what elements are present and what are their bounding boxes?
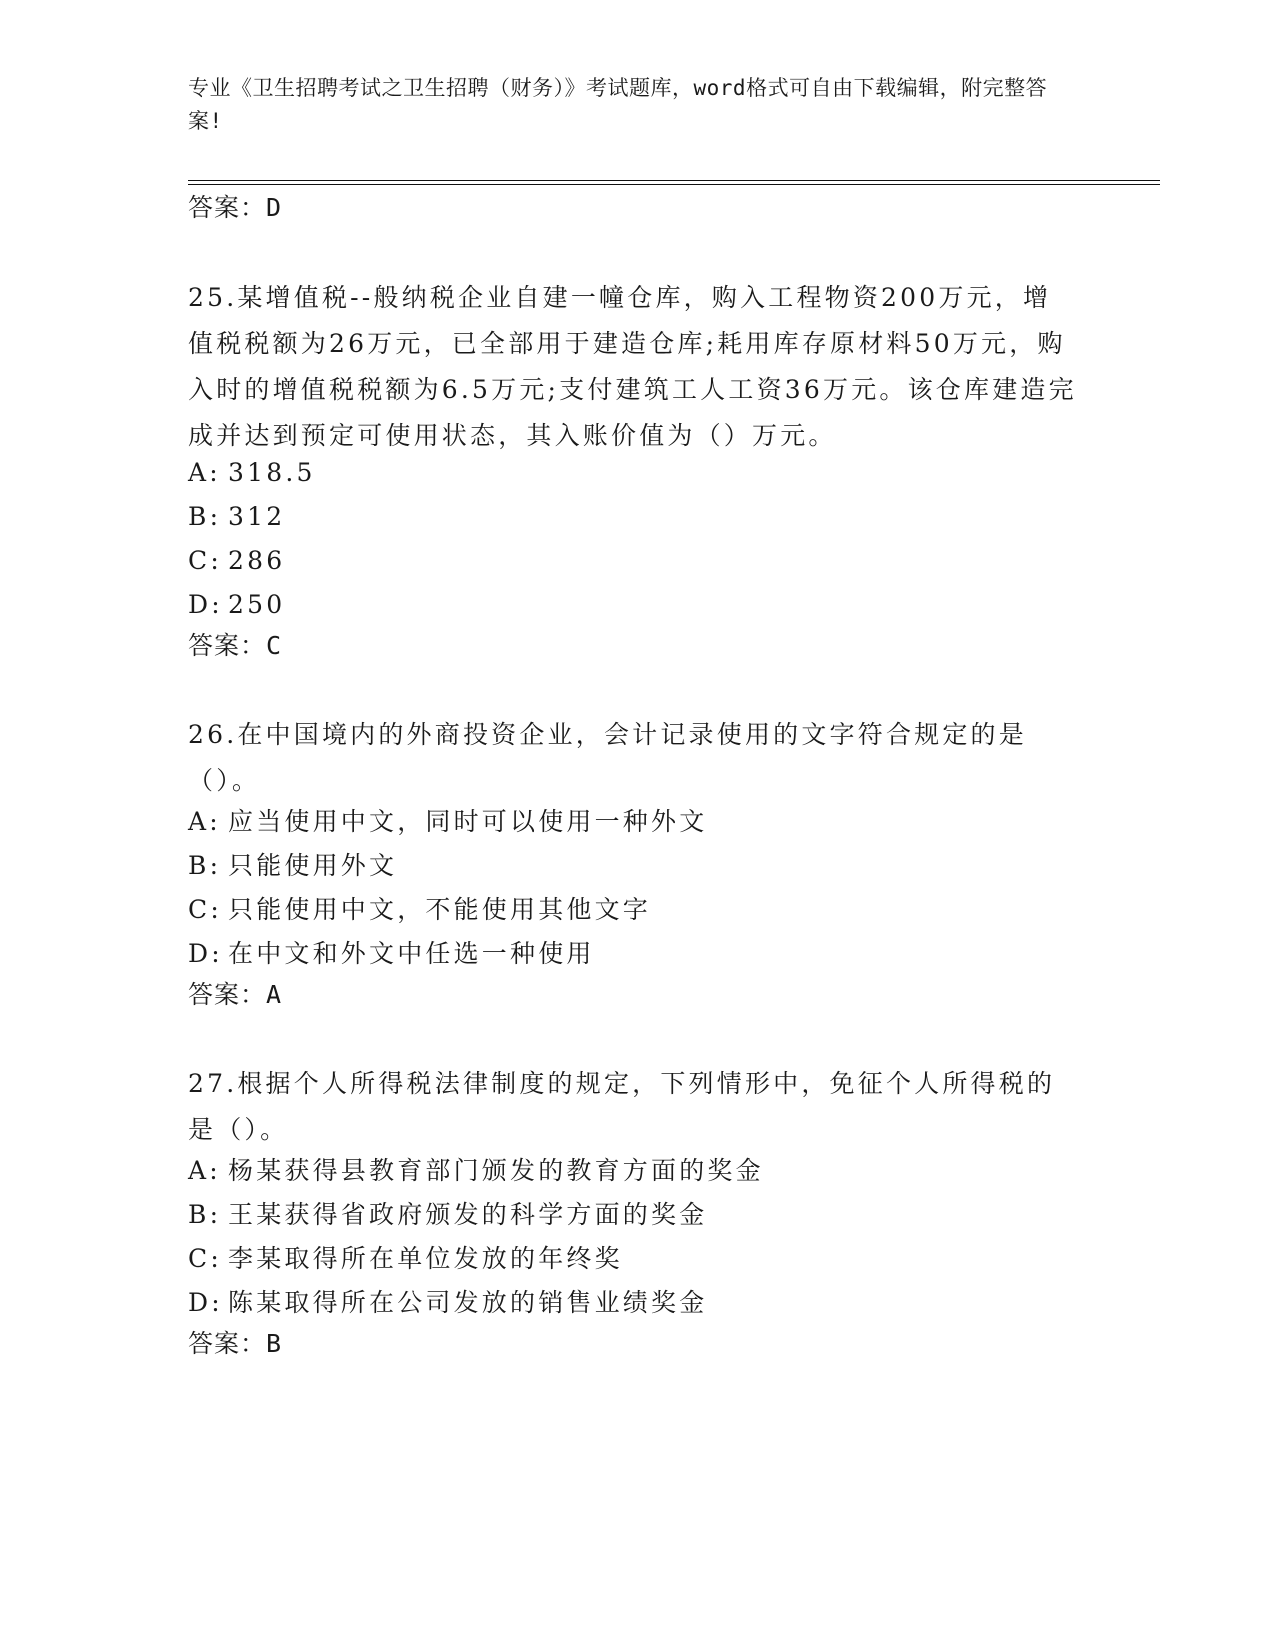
- answer-value: D: [266, 193, 283, 222]
- option-text: 王某获得省政府颁发的科学方面的奖金: [228, 1200, 708, 1229]
- option-key: B:: [188, 851, 222, 880]
- option-key: C:: [188, 1244, 222, 1273]
- answer-label: 答案：: [188, 980, 267, 1009]
- option-text: 312: [228, 502, 286, 531]
- question-27-option-b: [188, 1197, 707, 1233]
- question-25-option-b: [188, 499, 285, 535]
- question-27-stem: 27.根据个人所得税法律制度的规定，下列情形中，免征个人所得税的是（）。: [188, 1069, 1056, 1144]
- question-26-option-c: [188, 892, 651, 928]
- option-key: A:: [188, 807, 221, 836]
- option-text: 陈某取得所在公司发放的销售业绩奖金: [228, 1288, 708, 1317]
- question-25-option-d: [188, 587, 285, 623]
- option-text: 李某取得所在单位发放的年终奖: [228, 1244, 623, 1273]
- option-text: 286: [228, 546, 286, 575]
- option-key: A:: [188, 1156, 221, 1185]
- question-27-answer: [188, 1326, 282, 1362]
- option-text: 250: [228, 590, 286, 619]
- question-25-option-a: [188, 455, 316, 491]
- document-header: 专业《卫生招聘考试之卫生招聘（财务）》考试题库，word格式可自由下载编辑，附完整答案!: [188, 76, 1048, 133]
- question-26-option-a: [188, 804, 707, 840]
- header-rule-bottom: [188, 184, 1160, 185]
- option-key: D:: [188, 590, 223, 619]
- header-rule-top: [188, 180, 1160, 181]
- option-key: B:: [188, 1200, 222, 1229]
- option-text: 应当使用中文，同时可以使用一种外文: [228, 807, 708, 836]
- question-26-option-b: [188, 848, 397, 884]
- option-text: 只能使用外文: [228, 851, 398, 880]
- question-26-answer: [188, 977, 282, 1013]
- option-text: 杨某获得县教育部门颁发的教育方面的奖金: [228, 1156, 764, 1185]
- option-text: 318.5: [228, 458, 316, 487]
- option-key: D:: [188, 939, 223, 968]
- answer-value: C: [266, 631, 283, 660]
- answer-label: 答案：: [188, 631, 267, 660]
- question-27-option-d: [188, 1285, 707, 1321]
- option-key: B:: [188, 502, 222, 531]
- option-text: 在中文和外文中任选一种使用: [228, 939, 595, 968]
- answer-label: 答案：: [188, 1329, 267, 1358]
- question-27-option-c: [188, 1241, 623, 1277]
- option-key: C:: [188, 895, 222, 924]
- previous-answer: [188, 190, 282, 226]
- question-25-answer: [188, 628, 282, 664]
- question-25-option-c: [188, 543, 285, 579]
- option-key: D:: [188, 1288, 223, 1317]
- option-key: A:: [188, 458, 221, 487]
- option-text: 只能使用中文，不能使用其他文字: [228, 895, 652, 924]
- question-27-option-a: [188, 1153, 764, 1189]
- answer-value: B: [266, 1329, 283, 1358]
- option-key: C:: [188, 546, 222, 575]
- question-26-stem: 26.在中国境内的外商投资企业，会计记录使用的文字符合规定的是（）。: [188, 720, 1027, 795]
- question-25-stem: 25.某增值税--般纳税企业自建一幢仓库，购入工程物资200万元，增值税税额为26万元，已全部用于建造仓库;耗用库存原材料50万元，购入时的增值税税额为6.5万元;支付建筑工人工资36万元。该仓库建造完成并达到预定可使用状态，其入账价值为（）万元。: [188, 283, 1077, 450]
- answer-value: A: [266, 980, 283, 1009]
- question-26-option-d: [188, 936, 595, 972]
- answer-label: 答案：: [188, 193, 267, 222]
